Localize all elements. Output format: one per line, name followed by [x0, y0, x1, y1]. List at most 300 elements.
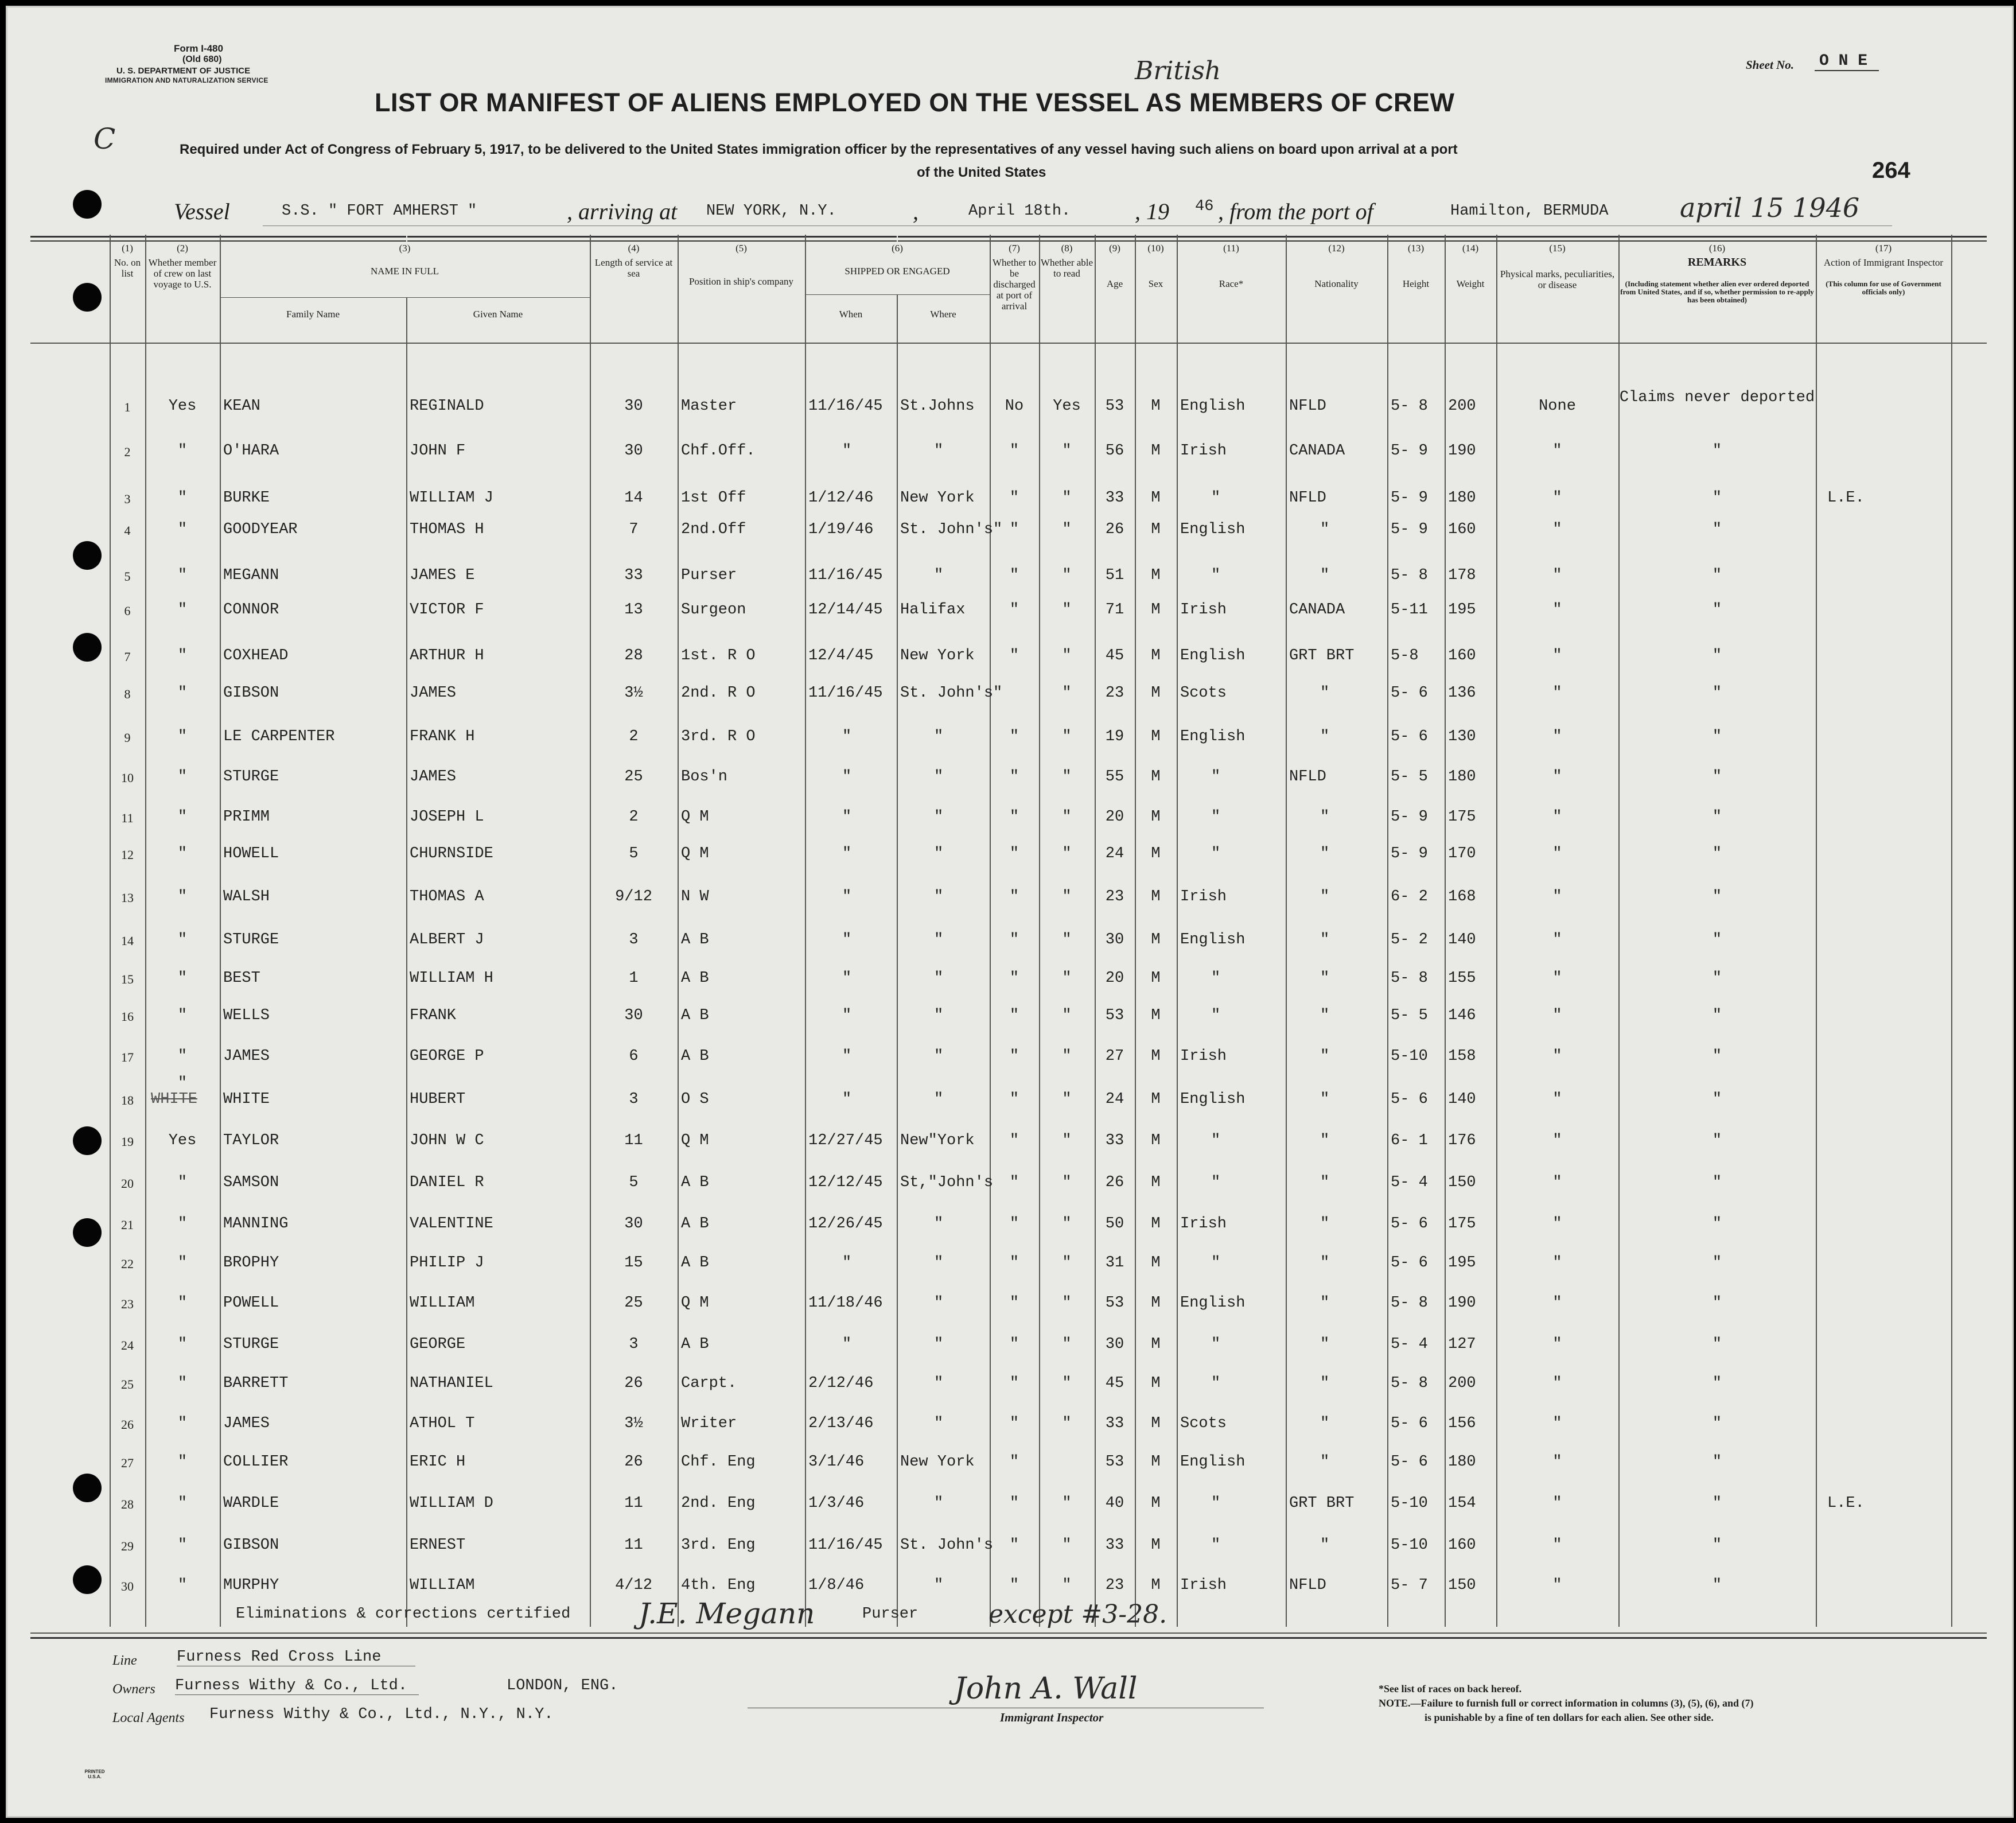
cell-position: A B	[681, 970, 709, 987]
cell-nat: "	[1320, 1336, 1330, 1353]
inspector-label: Immigrant Inspector	[1000, 1711, 1104, 1724]
cell-service: 30	[624, 1215, 643, 1233]
year-suffix: 46	[1195, 198, 1214, 215]
cell-remarks: "	[1712, 1132, 1722, 1149]
cell-given: DANIEL R	[410, 1174, 484, 1191]
cell-no: 5	[124, 569, 131, 584]
cell-age: 53	[1105, 1453, 1124, 1471]
cell-service: 33	[624, 567, 643, 584]
cell-position: Q M	[681, 809, 709, 826]
cell-height: 5- 4	[1391, 1174, 1428, 1191]
table-row	[7, 1075, 2010, 1114]
cell-weight: 168	[1448, 888, 1476, 905]
cell-race: "	[1211, 1132, 1221, 1149]
cell-service: 1	[629, 970, 639, 987]
cell-nat: "	[1320, 1174, 1330, 1191]
cell-given: NATHANIEL	[410, 1375, 493, 1392]
service-name: IMMIGRATION AND NATURALIZATION SERVICE	[105, 76, 268, 84]
cell-age: 27	[1105, 1048, 1124, 1065]
table-row	[7, 728, 2010, 751]
cell-age: 51	[1105, 567, 1124, 584]
cell-no: 21	[121, 1218, 134, 1232]
cell-weight: 195	[1448, 601, 1476, 619]
cell-read: "	[1062, 1132, 1072, 1149]
cell-age: 55	[1105, 768, 1124, 786]
cell-crew: "	[177, 1415, 188, 1432]
cell-remarks: "	[1712, 845, 1722, 862]
cell-weight: 127	[1448, 1336, 1476, 1353]
column-header: Sex	[1148, 278, 1163, 289]
cell-service: 11	[624, 1132, 643, 1149]
cell-marks: "	[1552, 1091, 1562, 1108]
cell-crew: "	[177, 1048, 188, 1065]
cell-read: "	[1062, 567, 1072, 584]
table-row	[7, 1132, 2010, 1155]
cell-sex: M	[1151, 647, 1161, 664]
cell-sex: M	[1151, 809, 1161, 826]
column-header: Physical marks, peculiarities, or disease	[1500, 269, 1615, 290]
cell-where: "	[934, 1375, 944, 1392]
cell-race: English	[1180, 398, 1246, 415]
cell-nat: "	[1320, 1295, 1330, 1312]
page-number: 264	[1872, 158, 1910, 183]
cell-family: WALSH	[223, 888, 270, 905]
cell-disch: "	[1009, 809, 1019, 826]
cell-disch: "	[1009, 1537, 1019, 1554]
cell-remarks: "	[1712, 1091, 1722, 1108]
cell-crew: "	[177, 521, 188, 538]
cell-race: "	[1211, 1174, 1221, 1191]
cell-position: 3rd. Eng	[681, 1537, 756, 1554]
cell-sex: M	[1151, 1132, 1161, 1149]
cell-read: "	[1062, 1254, 1072, 1272]
cell-service: 4/12	[615, 1577, 652, 1594]
cell-nat: "	[1320, 970, 1330, 987]
cell-height: 5- 6	[1391, 1254, 1428, 1272]
cell-age: 20	[1105, 970, 1124, 987]
cell-when: 11/16/45	[808, 398, 883, 415]
column-number: (1)	[122, 243, 133, 254]
table-row	[7, 521, 2010, 544]
cell-height: 5- 5	[1391, 1007, 1428, 1024]
certification-handwritten-note: except #3-28.	[988, 1600, 1167, 1629]
cell-height: 5-10	[1391, 1495, 1428, 1512]
cell-read: "	[1062, 809, 1072, 826]
cell-where: St. John's"	[900, 685, 1003, 702]
cell-remarks: "	[1712, 1577, 1722, 1594]
cell-remarks: "	[1712, 1174, 1722, 1191]
cell-no: 30	[121, 1579, 134, 1593]
table-row	[7, 1415, 2010, 1438]
column-number: (10)	[1147, 243, 1164, 254]
cell-nat: NFLD	[1289, 768, 1326, 786]
table-row	[7, 1174, 2010, 1197]
cell-family: COXHEAD	[223, 647, 289, 664]
cell-nat: "	[1320, 1537, 1330, 1554]
cell-when: "	[842, 1254, 852, 1272]
cell-no: 14	[121, 934, 134, 948]
cell-height: 6- 1	[1391, 1132, 1428, 1149]
owners-city: LONDON, ENG.	[507, 1677, 618, 1694]
cell-nat: CANADA	[1289, 442, 1345, 460]
cell-marks: "	[1552, 1415, 1562, 1432]
cell-family: STURGE	[223, 768, 279, 786]
table-row	[7, 888, 2010, 911]
cell-action: L.E.	[1827, 489, 1865, 507]
cell-crew: "	[177, 1577, 188, 1594]
cell-sex: M	[1151, 1375, 1161, 1392]
cell-weight: 195	[1448, 1254, 1476, 1272]
cell-race: English	[1180, 1453, 1246, 1471]
cell-service: 26	[624, 1375, 643, 1392]
cell-remarks: "	[1712, 768, 1722, 786]
manifest-title: LIST OR MANIFEST OF ALIENS EMPLOYED ON THE VESSEL AS MEMBERS OF CREW	[375, 88, 1455, 117]
footer-rule	[30, 1637, 1987, 1639]
cell-crew: "	[177, 728, 188, 745]
cell-weight: 190	[1448, 442, 1476, 460]
cell-disch: "	[1009, 931, 1019, 949]
column-number: (12)	[1328, 243, 1345, 254]
cell-sex: M	[1151, 768, 1161, 786]
cell-disch: "	[1009, 1295, 1019, 1312]
cell-crew: "	[177, 1075, 188, 1092]
cell-remarks: "	[1712, 442, 1722, 460]
table-row	[7, 442, 2010, 465]
cell-no: 11	[121, 811, 134, 825]
cell-race: "	[1211, 1254, 1221, 1272]
cell-height: 5- 9	[1391, 521, 1428, 538]
cell-given: JAMES	[410, 768, 457, 786]
cell-family: COLLIER	[223, 1453, 289, 1471]
cell-age: 45	[1105, 647, 1124, 664]
cell-read: "	[1062, 521, 1072, 538]
cell-height: 5- 6	[1391, 728, 1428, 745]
cell-where: St. John's	[900, 1537, 994, 1554]
cell-age: 33	[1105, 1415, 1124, 1432]
table-row	[7, 1537, 2010, 1560]
cell-given: WILLIAM H	[410, 970, 493, 987]
table-top-rule-2	[30, 240, 1987, 242]
cell-age: 71	[1105, 601, 1124, 619]
cell-family: KEAN	[223, 398, 260, 415]
printer-mark: PRINTED U.S.A.	[84, 1769, 105, 1779]
cell-no: 3	[124, 492, 131, 506]
cell-age: 23	[1105, 888, 1124, 905]
cell-service: 3½	[624, 685, 643, 702]
cell-weight: 140	[1448, 1091, 1476, 1108]
cell-when: 11/16/45	[808, 567, 883, 584]
cell-where: "	[934, 845, 944, 862]
cell-age: 31	[1105, 1254, 1124, 1272]
cell-height: 5-10	[1391, 1048, 1428, 1065]
form-number: Form I-480	[174, 43, 223, 54]
cell-family: MEGANN	[223, 567, 279, 584]
column-header: Weight	[1456, 278, 1485, 289]
cell-weight: 180	[1448, 1453, 1476, 1471]
column-number: (9)	[1109, 243, 1120, 254]
cell-race: "	[1211, 768, 1221, 786]
cell-read: "	[1062, 1375, 1072, 1392]
cell-sex: M	[1151, 845, 1161, 862]
table-row	[7, 1048, 2010, 1071]
departure-date-handwritten: april 15 1946	[1680, 192, 1860, 223]
cell-marks: "	[1552, 809, 1562, 826]
column-number: (13)	[1407, 243, 1425, 254]
owners: Furness Withy & Co., Ltd.	[175, 1677, 419, 1695]
cell-nat: "	[1320, 1132, 1330, 1149]
cell-no: 15	[121, 972, 134, 986]
cell-position: Q M	[681, 1295, 709, 1312]
column-header: Height	[1402, 278, 1430, 289]
column-number: (4)	[628, 243, 640, 254]
cell-disch: "	[1009, 1048, 1019, 1065]
cell-marks: "	[1552, 685, 1562, 702]
column-header-note: (This column for use of Government officials only)	[1826, 279, 1941, 296]
cell-when: "	[842, 1007, 852, 1024]
cell-weight: 136	[1448, 685, 1476, 702]
cell-nat: "	[1320, 1048, 1330, 1065]
cell-read: "	[1062, 845, 1072, 862]
cell-no: 26	[121, 1417, 134, 1432]
cell-remarks: "	[1712, 489, 1722, 507]
cell-sex: M	[1151, 567, 1161, 584]
cell-given: WILLIAM	[410, 1295, 475, 1312]
cell-given: ATHOL T	[410, 1415, 475, 1432]
binder-hole	[73, 541, 102, 570]
cell-remarks: "	[1712, 567, 1722, 584]
sheet-label: Sheet No.	[1746, 58, 1794, 72]
cell-weight: 150	[1448, 1174, 1476, 1191]
cell-remarks: "	[1712, 728, 1722, 745]
cell-disch: "	[1009, 1007, 1019, 1024]
cell-marks: "	[1552, 442, 1562, 460]
cell-nat: CANADA	[1289, 601, 1345, 619]
cell-when: "	[842, 1048, 852, 1065]
cell-marks: "	[1552, 1048, 1562, 1065]
cell-when: 1/12/46	[808, 489, 874, 507]
cell-weight: 190	[1448, 1295, 1476, 1312]
cell-where: St,"John's	[900, 1174, 994, 1191]
cell-when: 12/12/45	[808, 1174, 883, 1191]
cell-crew: "	[177, 442, 188, 460]
cell-no: 2	[124, 445, 131, 459]
cell-given: VALENTINE	[410, 1215, 493, 1233]
cell-nat: "	[1320, 1007, 1330, 1024]
cell-disch: "	[1009, 768, 1019, 786]
cell-position: 2nd. Eng	[681, 1495, 756, 1512]
cell-nat: "	[1320, 931, 1330, 949]
cell-marks: "	[1552, 1254, 1562, 1272]
column-subheader: When	[839, 309, 863, 320]
cell-crew: Yes	[168, 398, 197, 415]
cell-sex: M	[1151, 1254, 1161, 1272]
cell-age: 19	[1105, 728, 1124, 745]
cell-crew: "	[177, 1537, 188, 1554]
cell-crew: "	[177, 1215, 188, 1233]
cell-where: "	[934, 1495, 944, 1512]
cell-when: "	[842, 931, 852, 949]
cell-height: 5- 9	[1391, 845, 1428, 862]
cell-disch: "	[1009, 1495, 1019, 1512]
column-number: (11)	[1223, 243, 1239, 254]
cell-where: "	[934, 888, 944, 905]
cell-nat: "	[1320, 1415, 1330, 1432]
cell-disch: "	[1009, 489, 1019, 507]
cell-service: 28	[624, 647, 643, 664]
cell-disch: No	[1005, 398, 1024, 415]
cell-when: "	[842, 442, 852, 460]
table-row	[7, 845, 2010, 868]
cell-weight: 176	[1448, 1132, 1476, 1149]
cell-height: 5- 9	[1391, 809, 1428, 826]
cell-read: "	[1062, 647, 1072, 664]
cell-marks: "	[1552, 1007, 1562, 1024]
purser-role: Purser	[862, 1606, 919, 1623]
cell-read: "	[1062, 768, 1072, 786]
cell-race: "	[1211, 1537, 1221, 1554]
cell-nat: GRT BRT	[1289, 1495, 1355, 1512]
cell-where: "	[934, 567, 944, 584]
cell-race: Irish	[1180, 1048, 1227, 1065]
cell-race: Irish	[1180, 1577, 1227, 1594]
column-number: (15)	[1549, 243, 1566, 254]
cell-service: 30	[624, 1007, 643, 1024]
cell-family: BURKE	[223, 489, 270, 507]
cell-crew: "	[177, 845, 188, 862]
cell-where: "	[934, 1254, 944, 1272]
cell-family: PRIMM	[223, 809, 270, 826]
cell-disch: "	[1009, 1215, 1019, 1233]
form-old-number: (Old 680)	[182, 55, 222, 64]
cell-no: 22	[121, 1257, 134, 1271]
column-header: Nationality	[1314, 278, 1359, 289]
cell-family: BEST	[223, 970, 260, 987]
cell-sex: M	[1151, 1048, 1161, 1065]
cell-height: 5- 6	[1391, 1091, 1428, 1108]
cell-when: "	[842, 1336, 852, 1353]
cell-age: 33	[1105, 1537, 1124, 1554]
cell-race: English	[1180, 1295, 1246, 1312]
cell-where: New York	[900, 1453, 975, 1471]
cell-age: 53	[1105, 398, 1124, 415]
cell-age: 20	[1105, 809, 1124, 826]
column-header: SHIPPED OR ENGAGED	[844, 266, 950, 277]
table-row	[7, 1495, 2010, 1518]
cell-when: "	[842, 768, 852, 786]
cell-family: BARRETT	[223, 1375, 289, 1392]
cell-disch: "	[1009, 970, 1019, 987]
cell-service: 5	[629, 1174, 639, 1191]
cell-given: WILLIAM	[410, 1577, 475, 1594]
cell-sex: M	[1151, 1295, 1161, 1312]
cell-family: STURGE	[223, 931, 279, 949]
cell-age: 56	[1105, 442, 1124, 460]
cell-where: New York	[900, 647, 975, 664]
cell-position: Bos'n	[681, 768, 728, 786]
cell-position: 2nd.Off	[681, 521, 746, 538]
cell-age: 24	[1105, 845, 1124, 862]
cell-height: 5- 5	[1391, 768, 1428, 786]
cell-crew: "	[177, 1495, 188, 1512]
cell-remarks: "	[1712, 1495, 1722, 1512]
cell-sex: M	[1151, 1453, 1161, 1471]
column-header: Race*	[1219, 278, 1244, 289]
cell-read: "	[1062, 1495, 1072, 1512]
cell-when: 11/16/45	[808, 1537, 883, 1554]
cell-family: GIBSON	[223, 685, 279, 702]
cell-sex: M	[1151, 1215, 1161, 1233]
cell-position: 1st Off	[681, 489, 746, 507]
cell-when: 2/12/46	[808, 1375, 874, 1392]
cell-no: 29	[121, 1539, 134, 1553]
cell-marks: "	[1552, 647, 1562, 664]
table-row	[7, 1007, 2010, 1030]
cell-weight: 200	[1448, 1375, 1476, 1392]
cell-remarks: "	[1712, 1537, 1722, 1554]
cell-crew: "	[177, 1453, 188, 1471]
cell-sex: M	[1151, 1495, 1161, 1512]
cell-remarks: "	[1712, 647, 1722, 664]
cell-crew: "	[177, 567, 188, 584]
cell-when: 12/27/45	[808, 1132, 883, 1149]
cell-no: 8	[124, 687, 131, 701]
vessel-name: S.S. " FORT AMHERST "	[282, 203, 477, 220]
cell-when: 3/1/46	[808, 1453, 865, 1471]
column-number: (2)	[177, 243, 188, 254]
cell-position: O S	[681, 1091, 709, 1108]
cell-given: JOHN F	[410, 442, 466, 460]
cell-marks: "	[1552, 1336, 1562, 1353]
cell-sex: M	[1151, 728, 1161, 745]
cell-given: GEORGE	[410, 1336, 466, 1353]
races-note: *See list of races on back hereof.	[1379, 1683, 1522, 1694]
cell-sex: M	[1151, 888, 1161, 905]
cell-marks: "	[1552, 1537, 1562, 1554]
cell-read: "	[1062, 1215, 1072, 1233]
cell-nat: "	[1320, 1091, 1330, 1108]
cell-crew: "	[177, 931, 188, 949]
cell-race: English	[1180, 1091, 1246, 1108]
cell-nat: GRT BRT	[1289, 647, 1355, 664]
cell-no: 27	[121, 1456, 134, 1470]
cell-sex: M	[1151, 931, 1161, 949]
cell-nat: NFLD	[1289, 1577, 1326, 1594]
table-row	[7, 1254, 2010, 1277]
cell-marks: "	[1552, 1577, 1562, 1594]
column-header: REMARKS	[1687, 256, 1747, 269]
table-row	[7, 685, 2010, 708]
table-row	[7, 1215, 2010, 1238]
cell-marks: "	[1552, 728, 1562, 745]
cell-service: 7	[629, 521, 639, 538]
cell-race: English	[1180, 931, 1246, 949]
column-number: (8)	[1061, 243, 1073, 254]
cell-position: Purser	[681, 567, 737, 584]
cell-marks: "	[1552, 1495, 1562, 1512]
cell-no: 7	[124, 650, 131, 664]
cell-where: "	[934, 970, 944, 987]
cell-age: 26	[1105, 521, 1124, 538]
column-header: Action of Immigrant Inspector	[1823, 257, 1944, 268]
cell-family: JAMES	[223, 1415, 270, 1432]
cell-height: 5- 6	[1391, 685, 1428, 702]
cell-given: WILLIAM J	[410, 489, 493, 507]
cell-height: 5- 8	[1391, 398, 1428, 415]
certification-text: Eliminations & corrections certified	[236, 1606, 571, 1623]
cell-weight: 175	[1448, 1215, 1476, 1233]
cell-service: 25	[624, 768, 643, 786]
cell-read: "	[1062, 888, 1072, 905]
